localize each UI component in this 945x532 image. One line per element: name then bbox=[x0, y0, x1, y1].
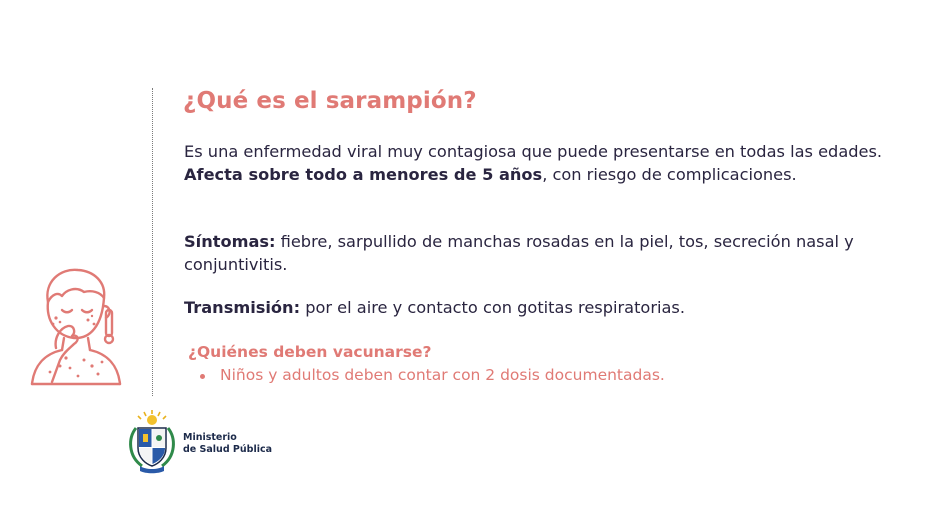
ministry-name-line2: de Salud Pública bbox=[183, 443, 273, 455]
description-text-end: , con riesgo de complicaciones. bbox=[542, 164, 797, 184]
transmission-label: Transmisión: bbox=[184, 298, 301, 317]
vaccination-heading: ¿Quiénes deben vacunarse? bbox=[188, 343, 432, 361]
transmission-paragraph bbox=[184, 297, 904, 320]
description-paragraph bbox=[184, 141, 904, 186]
ministry-name bbox=[183, 432, 272, 455]
symptoms-label: Síntomas: bbox=[184, 232, 276, 251]
vaccination-list bbox=[200, 366, 665, 384]
vertical-dotted-divider bbox=[152, 88, 153, 396]
transmission-text: por el aire y contacto con gotitas respiratorias. bbox=[300, 298, 685, 317]
description-text: Es una enfermedad viral muy contagiosa que puede presentarse en todas las edades. bbox=[184, 142, 883, 161]
symptoms-text: fiebre, sarpullido de manchas rosadas en la piel, tos, secreción nasal y conjuntivitis. bbox=[184, 232, 854, 274]
uruguay-coat-of-arms-icon bbox=[126, 408, 178, 474]
symptoms-paragraph bbox=[184, 231, 904, 276]
page-title: ¿Qué es el sarampión? bbox=[183, 88, 477, 114]
description-highlight: Afecta sobre todo a menores de 5 años bbox=[184, 164, 543, 184]
sick-child-with-thermometer-icon bbox=[26, 262, 126, 386]
ministry-name-line1: Ministerio bbox=[183, 432, 237, 443]
list-item: Niños y adultos deben contar con 2 dosis documentadas. bbox=[200, 366, 665, 384]
